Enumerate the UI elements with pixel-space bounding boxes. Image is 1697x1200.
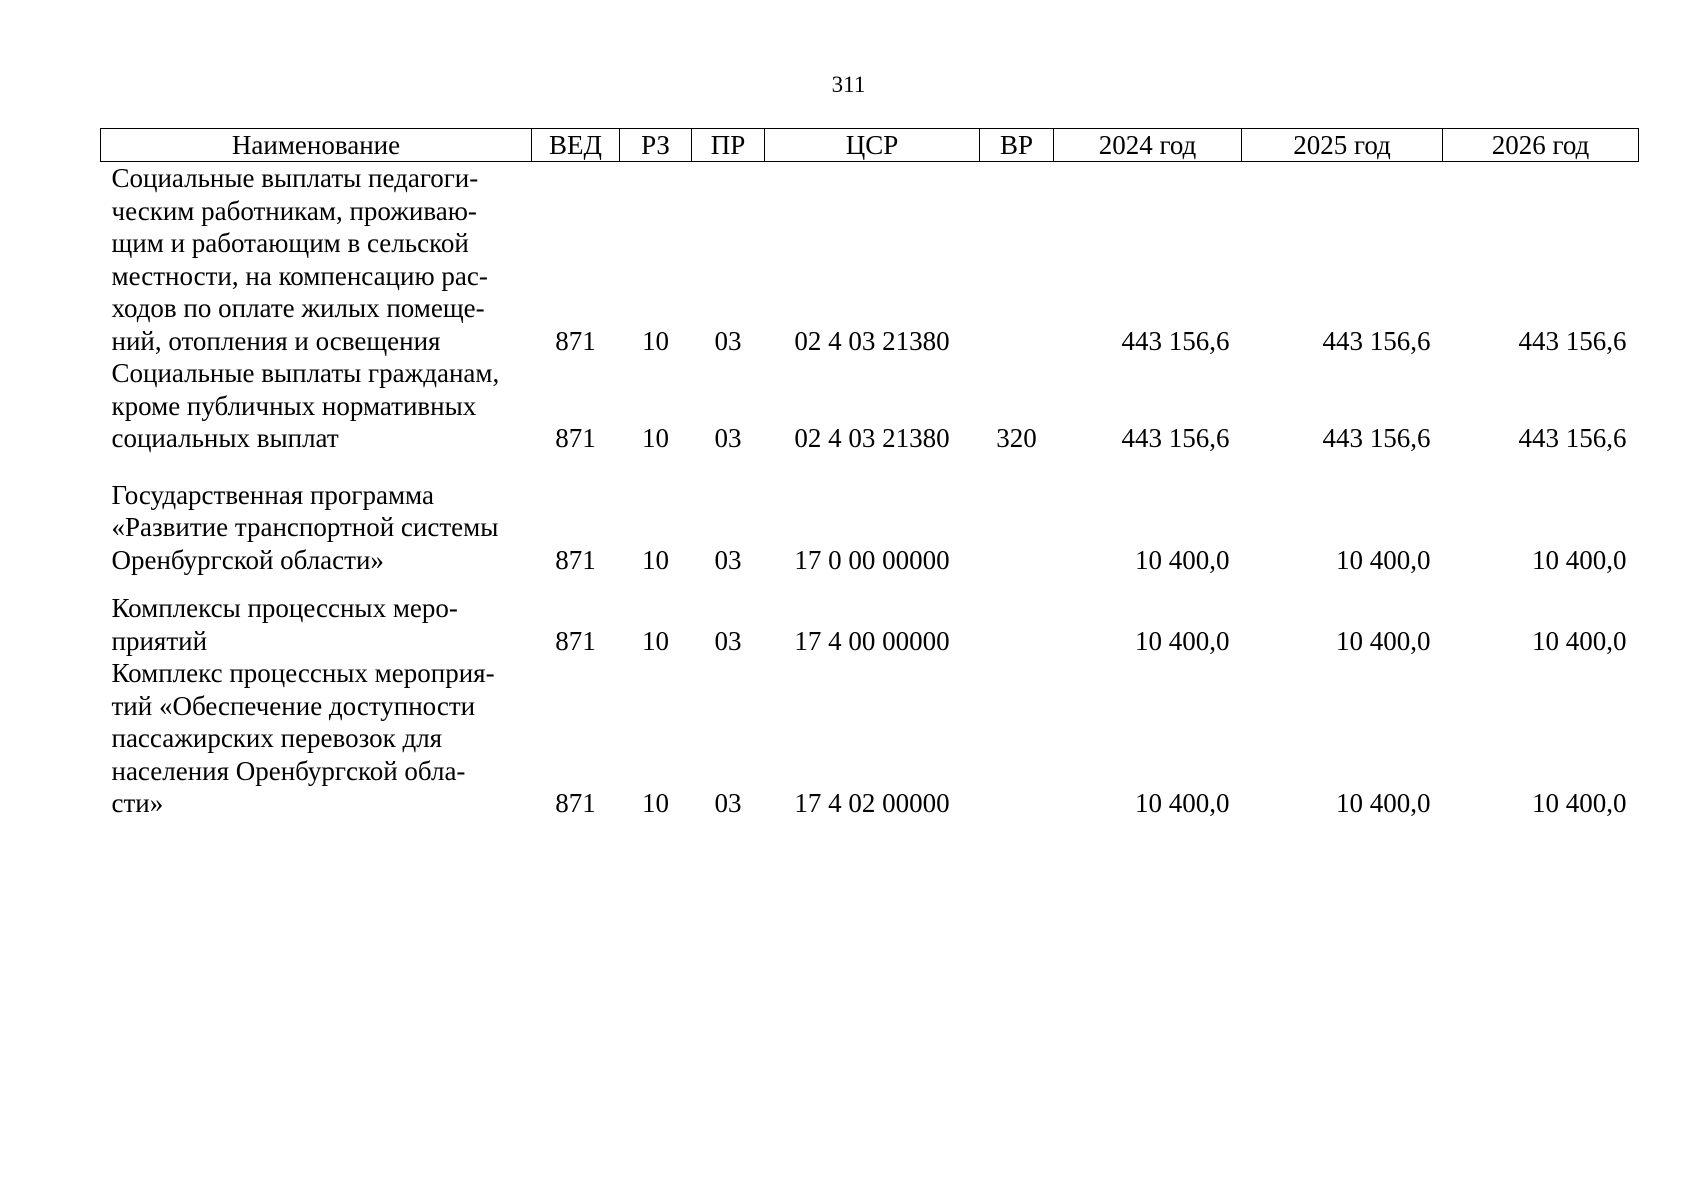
header-name: Наименование bbox=[101, 129, 532, 162]
row-2026: 10 400,0 bbox=[1532, 625, 1627, 656]
row-name: Комплексы процессных меро- приятий bbox=[111, 593, 458, 656]
table-row bbox=[101, 657, 1639, 820]
row-csr: 17 0 00 00000 bbox=[794, 544, 950, 575]
row-vr bbox=[980, 455, 1054, 577]
row-ved: 871 bbox=[555, 325, 596, 356]
row-rz: 10 bbox=[642, 788, 669, 818]
row-name: Государственная программа «Развитие транспортной системы Оренбургской области» bbox=[111, 479, 499, 575]
header-2024: 2024 год bbox=[1054, 129, 1242, 162]
row-2024: 443 156,6 bbox=[1121, 325, 1230, 356]
table-row bbox=[101, 455, 1639, 577]
header-vr: ВР bbox=[980, 129, 1054, 162]
row-rz: 10 bbox=[642, 325, 669, 356]
row-csr: 17 4 00 00000 bbox=[794, 625, 950, 656]
row-2026: 10 400,0 bbox=[1532, 544, 1627, 575]
row-csr: 02 4 03 21380 bbox=[794, 423, 950, 453]
row-2025: 443 156,6 bbox=[1322, 423, 1431, 453]
row-2026: 443 156,6 bbox=[1518, 325, 1627, 356]
table-row bbox=[101, 357, 1639, 455]
budget-table bbox=[100, 128, 1639, 820]
row-ved: 871 bbox=[555, 423, 596, 453]
row-vr bbox=[980, 657, 1054, 820]
row-csr: 17 4 02 00000 bbox=[794, 788, 950, 818]
row-pr: 03 bbox=[714, 544, 742, 575]
header-ved: ВЕД bbox=[532, 129, 620, 162]
header-csr: ЦСР bbox=[765, 129, 980, 162]
header-2026: 2026 год bbox=[1443, 129, 1639, 162]
row-rz: 10 bbox=[642, 423, 669, 453]
row-2026: 10 400,0 bbox=[1532, 788, 1627, 818]
row-2026: 443 156,6 bbox=[1518, 423, 1627, 453]
row-2025: 443 156,6 bbox=[1322, 325, 1431, 356]
row-name: Комплекс процессных мероприя- тий «Обеспечение доступности пассажирских перевозок для населения Оренбургской обла- сти» bbox=[111, 658, 495, 818]
row-name: Социальные выплаты педагоги- ческим работникам, проживаю- щим и работающим в сельской местности, на компенсацию рас- ходов по оплате жилых помеще- ний, отопления и освещения bbox=[111, 163, 488, 356]
row-2024: 443 156,6 bbox=[1121, 423, 1230, 453]
row-csr: 02 4 03 21380 bbox=[794, 325, 950, 356]
row-rz: 10 bbox=[642, 625, 669, 656]
row-ved: 871 bbox=[555, 788, 596, 818]
row-2025: 10 400,0 bbox=[1336, 544, 1431, 575]
row-vr: 320 bbox=[996, 423, 1037, 453]
row-pr: 03 bbox=[714, 325, 742, 356]
row-vr bbox=[980, 162, 1054, 358]
table-row bbox=[101, 162, 1639, 358]
row-2024: 10 400,0 bbox=[1135, 625, 1230, 656]
row-pr: 03 bbox=[714, 423, 742, 453]
page-number: 311 bbox=[831, 72, 866, 97]
row-name: Социальные выплаты гражданам, кроме публичных нормативных социальных выплат bbox=[111, 358, 500, 453]
row-ved: 871 bbox=[555, 625, 596, 656]
row-pr: 03 bbox=[714, 625, 742, 656]
table-header-row bbox=[101, 129, 1639, 162]
row-2024: 10 400,0 bbox=[1135, 544, 1230, 575]
header-pr: ПР bbox=[692, 129, 765, 162]
row-pr: 03 bbox=[714, 788, 742, 818]
row-ved: 871 bbox=[555, 544, 596, 575]
row-2025: 10 400,0 bbox=[1336, 625, 1431, 656]
header-2025: 2025 год bbox=[1242, 129, 1443, 162]
row-rz: 10 bbox=[642, 544, 669, 575]
row-2024: 10 400,0 bbox=[1135, 788, 1230, 818]
header-rz: РЗ bbox=[620, 129, 692, 162]
table-row bbox=[101, 576, 1639, 657]
row-vr bbox=[980, 576, 1054, 657]
row-2025: 10 400,0 bbox=[1336, 788, 1431, 818]
